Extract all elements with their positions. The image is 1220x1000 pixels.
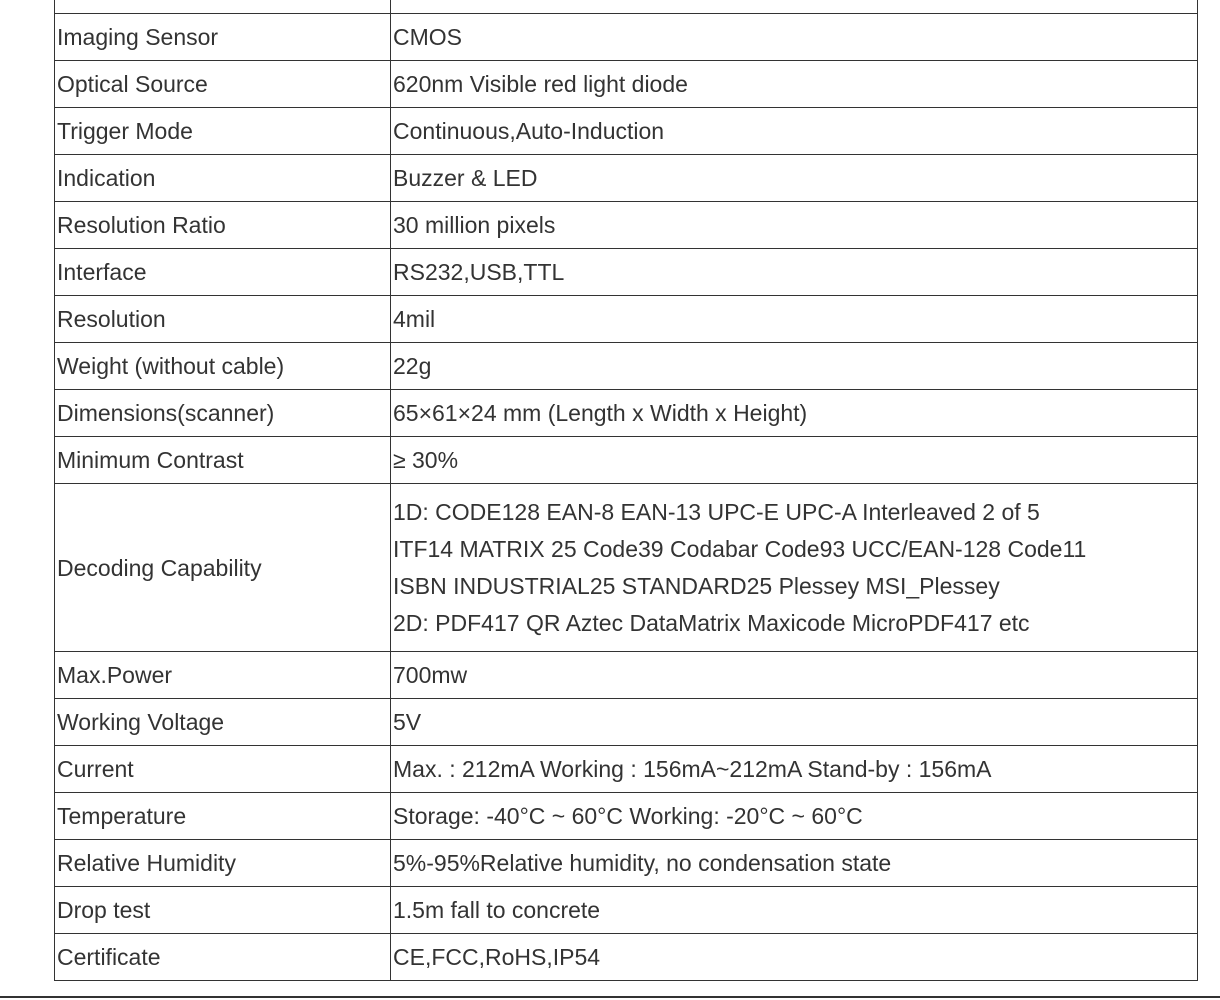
- bottom-divider: [0, 996, 1220, 998]
- spec-value: 30 million pixels: [391, 202, 1198, 249]
- table-row: [55, 699, 1198, 746]
- spec-value: Max. : 212mA Working : 156mA~212mA Stand-by : 156mA: [391, 746, 1198, 793]
- spec-value: 620nm Visible red light diode: [391, 61, 1198, 108]
- spec-label: Temperature: [55, 793, 391, 840]
- spec-label: Relative Humidity: [55, 840, 391, 887]
- spec-value: Buzzer & LED: [391, 155, 1198, 202]
- spec-value: RS232,USB,TTL: [391, 249, 1198, 296]
- spec-value: [391, 0, 1198, 14]
- table-row: [55, 887, 1198, 934]
- spec-value: 4mil: [391, 296, 1198, 343]
- spec-value: 5V: [391, 699, 1198, 746]
- spec-value: CMOS: [391, 14, 1198, 61]
- spec-label: [55, 0, 391, 14]
- spec-label: Working Voltage: [55, 699, 391, 746]
- spec-label: Certificate: [55, 934, 391, 981]
- table-row: [55, 934, 1198, 981]
- table-row: [55, 155, 1198, 202]
- spec-value: 65×61×24 mm (Length x Width x Height): [391, 390, 1198, 437]
- spec-label: Resolution: [55, 296, 391, 343]
- table-row: [55, 343, 1198, 390]
- table-row: [55, 61, 1198, 108]
- table-row: [55, 652, 1198, 699]
- spec-value: CE,FCC,RoHS,IP54: [391, 934, 1198, 981]
- spec-label: Optical Source: [55, 61, 391, 108]
- table-row: [55, 249, 1198, 296]
- spec-value: ≥ 30%: [391, 437, 1198, 484]
- table-row: [55, 484, 1198, 652]
- decoding-line: 1D: CODE128 EAN-8 EAN-13 UPC-E UPC-A Interleaved 2 of 5: [393, 498, 1040, 525]
- decoding-line: ITF14 MATRIX 25 Code39 Codabar Code93 UCC/EAN-128 Code11: [393, 535, 1087, 562]
- spec-label: Weight (without cable): [55, 343, 391, 390]
- table-row: [55, 793, 1198, 840]
- spec-label: Max.Power: [55, 652, 391, 699]
- table-row: [55, 437, 1198, 484]
- spec-value: Storage: -40°C ~ 60°C Working: -20°C ~ 60°C: [391, 793, 1198, 840]
- spec-table: [54, 0, 1198, 981]
- spec-label: Minimum Contrast: [55, 437, 391, 484]
- table-row: [55, 390, 1198, 437]
- spec-label: Dimensions(scanner): [55, 390, 391, 437]
- table-row: [55, 296, 1198, 343]
- table-row: [55, 0, 1198, 14]
- spec-value-multiline: [391, 484, 1198, 652]
- decoding-line: 2D: PDF417 QR Aztec DataMatrix Maxicode MicroPDF417 etc: [393, 609, 1030, 636]
- spec-label: Indication: [55, 155, 391, 202]
- spec-value: 700mw: [391, 652, 1198, 699]
- spec-label: Trigger Mode: [55, 108, 391, 155]
- decoding-line: ISBN INDUSTRIAL25 STANDARD25 Plessey MSI_Plessey: [393, 572, 1000, 599]
- spec-label: Resolution Ratio: [55, 202, 391, 249]
- table-row: [55, 108, 1198, 155]
- spec-value: Continuous,Auto-Induction: [391, 108, 1198, 155]
- spec-label: Current: [55, 746, 391, 793]
- spec-value: 22g: [391, 343, 1198, 390]
- table-row: [55, 840, 1198, 887]
- table-row: [55, 746, 1198, 793]
- table-row: [55, 202, 1198, 249]
- spec-value: 5%-95%Relative humidity, no condensation state: [391, 840, 1198, 887]
- spec-label: Imaging Sensor: [55, 14, 391, 61]
- table-row: [55, 14, 1198, 61]
- spec-label: Drop test: [55, 887, 391, 934]
- spec-value: 1.5m fall to concrete: [391, 887, 1198, 934]
- spec-label: Decoding Capability: [55, 484, 391, 652]
- spec-label: Interface: [55, 249, 391, 296]
